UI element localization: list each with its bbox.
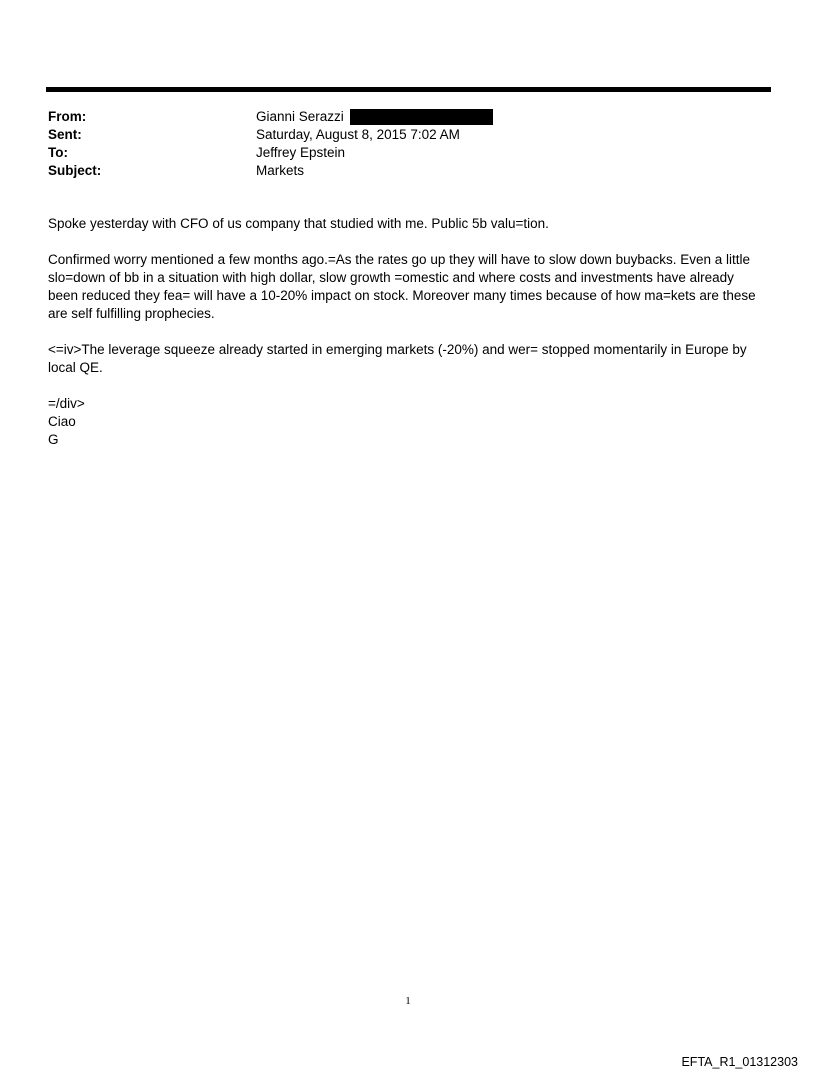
subject-row [48,162,748,180]
sent-row [48,126,748,144]
body-paragraph-1: Spoke yesterday with CFO of us company that studied with me. Public 5b valu=tion. [48,216,549,231]
from-label: From: [48,109,87,124]
to-label: To: [48,145,68,160]
subject-label: Subject: [48,163,102,178]
body-paragraph-2: Confirmed worry mentioned a few months ago.=As the rates go up they will have to slow down buybacks. Even a little slo=down of bb in a situation with high dollar, slow growth =omestic and where costs and investments have already been reduced they fea= will have a 10-20% impact on stock. Moreover many times because of how ma=kets are these are self fulfilling prophecies. [48,252,756,321]
from-value: Gianni Serazzi [256,109,344,124]
body-line-div: =/div> [48,396,85,411]
page-number: 1 [405,995,411,1007]
sent-label: Sent: [48,127,82,142]
sent-value: Saturday, August 8, 2015 7:02 AM [256,127,460,142]
body-paragraph-3: <=iv>The leverage squeeze already started in emerging markets (-20%) and wer= stopped momentarily in Europe by local QE. [48,342,747,375]
body-line-ciao: Ciao [48,414,76,429]
document-id: EFTA_R1_01312303 [681,1055,798,1069]
from-value-container [256,108,748,126]
email-body [48,215,763,449]
to-row [48,144,748,162]
to-value: Jeffrey Epstein [256,145,346,160]
header-divider-rule [46,87,771,92]
subject-value: Markets [256,163,305,178]
redaction-block [350,109,493,125]
body-line-signature: G [48,432,59,447]
from-row [48,108,748,126]
email-header [48,108,748,180]
